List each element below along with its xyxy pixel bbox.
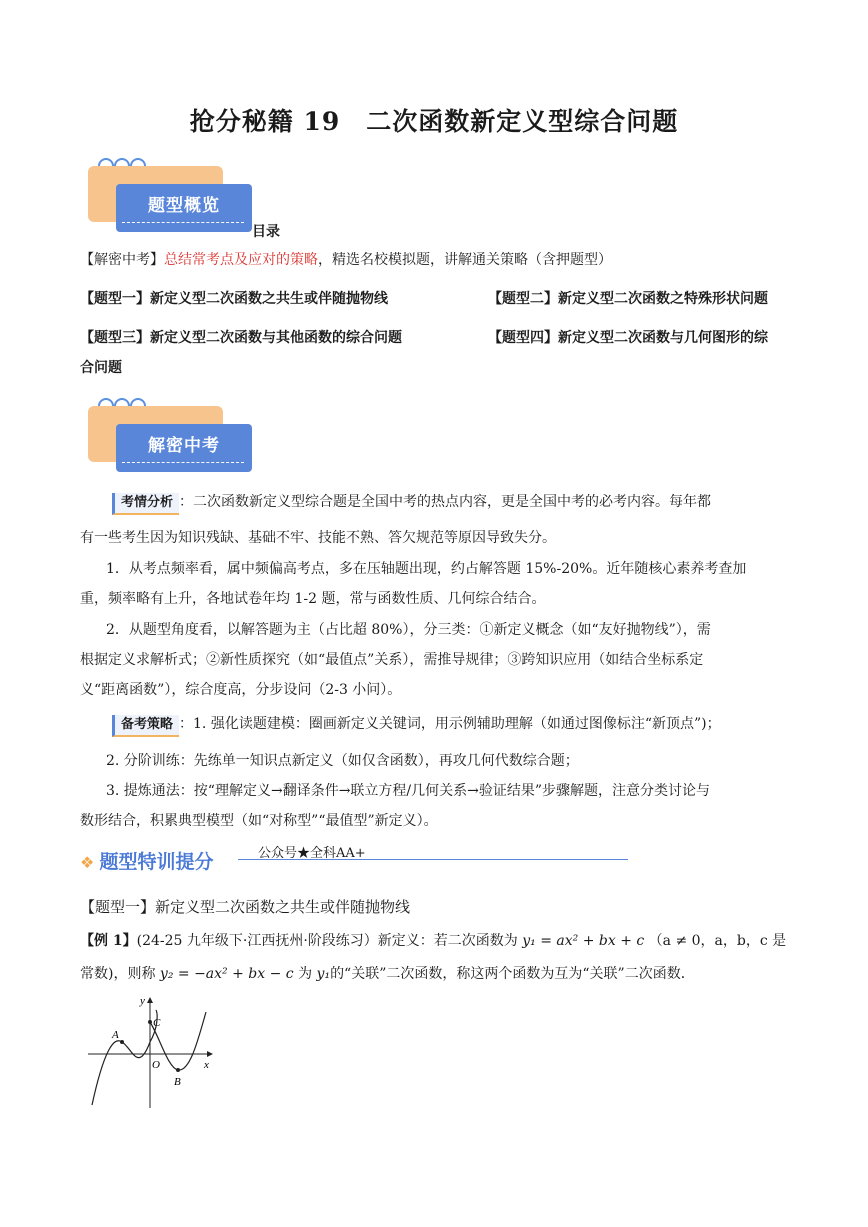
analysis-line-6: 根据定义求解析式；②新性质探究（如“最值点”关系），需推导规律；③跨知识应用（如结合坐标系定	[80, 652, 704, 668]
section-header	[80, 847, 213, 874]
toc-intro-prefix: 【解密中考】	[80, 252, 164, 268]
strategy-line-3: 3. 提炼通法：按“理解定义→翻译条件→联立方程/几何关系→验证结果”步骤解题，注意分类讨论与	[106, 783, 711, 799]
strategy-line-4: 数形结合，积累典型模型（如“对称型”“最值型”新定义）。	[80, 813, 438, 829]
example-label: 【例 1】	[80, 933, 137, 949]
toc-type4-cont[interactable]: 合问题	[80, 360, 122, 376]
example-text: 的“关联”二次函数，称这两个函数为互为“关联”二次函数．	[330, 966, 695, 982]
label-y-axis: y	[140, 995, 145, 1007]
section-arrow-icon: ❖	[80, 853, 95, 872]
badge-label: 解密中考	[116, 424, 252, 472]
badge-dash	[122, 462, 244, 463]
watermark-text: 公众号★全科AA+	[258, 846, 366, 861]
toc-type2[interactable]: 【题型二】新定义型二次函数之特殊形状问题	[488, 291, 768, 307]
section-rule	[238, 859, 628, 860]
analysis-line-7: 义“距离函数”），综合度高，分步设问（2-3 小问）。	[80, 682, 402, 698]
strategy-line-2: 2. 分阶训练：先练单一知识点新定义（如仅含函数），再攻几何代数综合题；	[106, 753, 579, 769]
equation-y1: y₁ = ax² + bx + c	[522, 933, 645, 949]
section-title: 题型特训提分	[99, 851, 214, 873]
symbol-y1: y₁	[316, 966, 331, 982]
strategy-line-1	[112, 713, 721, 737]
function-graph-figure	[80, 990, 230, 1115]
toc-type1[interactable]: 【题型一】新定义型二次函数之共生或伴随抛物线	[80, 291, 388, 307]
example-condition: （a ≠ 0，a，b，c 是	[648, 933, 787, 949]
analysis-line-5: 2．从题型角度看，以解答题为主（占比超 80%），分三类：①新定义概念（如“友好抛物线”），需	[106, 622, 711, 638]
label-origin: O	[152, 1059, 160, 1071]
curve-left	[92, 1010, 157, 1105]
point-b-marker	[176, 1068, 180, 1072]
analysis-line-2: 有一些考生因为知识残缺、基础不牢、技能不熟、答欠规范等原因导致失分。	[80, 530, 556, 546]
example-source: (24-25 九年级下·江西抚州·阶段练习）新定义：若二次函数为	[136, 933, 518, 949]
point-a-marker	[120, 1040, 124, 1044]
badge-exam	[78, 398, 258, 478]
strategy-tag: 备考策略	[112, 715, 179, 737]
analysis-line-3: 1．从考点频率看，属中频偏高考点，多在压轴题出现，约占解答题 15%-20%。近年随核心素养考查加	[106, 561, 747, 577]
type1-heading: 【题型一】新定义型二次函数之共生或伴随抛物线	[80, 898, 411, 916]
point-c-marker	[148, 1020, 152, 1024]
toc-type3[interactable]: 【题型三】新定义型二次函数与其他函数的综合问题	[80, 330, 402, 346]
badge-overview	[78, 158, 258, 238]
toc-intro-rest: ，精选名校模拟题，讲解通关策略（含押题型）	[318, 252, 612, 268]
badge-dash	[122, 222, 244, 223]
label-a: A	[112, 1029, 119, 1041]
example-text: 为	[298, 966, 313, 982]
analysis-tag: 考情分析	[112, 493, 179, 515]
analysis-text: ：二次函数新定义型综合题是全国中考的热点内容，更是全国中考的必考内容。每年都	[179, 494, 712, 510]
analysis-line-4: 重，频率略有上升，各地试卷年均 1-2 题，常与函数性质、几何综合结合。	[80, 591, 546, 607]
label-c: C	[153, 1017, 161, 1029]
label-b: B	[174, 1076, 181, 1088]
toc-intro-highlight: 总结常考点及应对的策略	[164, 252, 318, 268]
example-line-1	[80, 930, 786, 952]
toc-type4[interactable]: 【题型四】新定义型二次函数与几何图形的综	[488, 330, 768, 346]
equation-y2: y₂ = −ax² + bx − c	[159, 966, 294, 982]
page-title: 抢分秘籍 19 二次函数新定义型综合问题	[189, 107, 679, 136]
label-x-axis: x	[204, 1059, 209, 1071]
analysis-line-1	[112, 491, 711, 515]
toc-intro	[80, 249, 612, 271]
example-text: 常数)，则称	[80, 966, 156, 982]
strategy-text: ：1. 强化读题建模：圈画新定义关键词，用示例辅助理解（如通过图像标注“新顶点”)；	[179, 716, 721, 732]
example-line-2	[80, 963, 695, 985]
toc-heading: 目录	[252, 224, 280, 240]
badge-label: 题型概览	[116, 184, 252, 232]
